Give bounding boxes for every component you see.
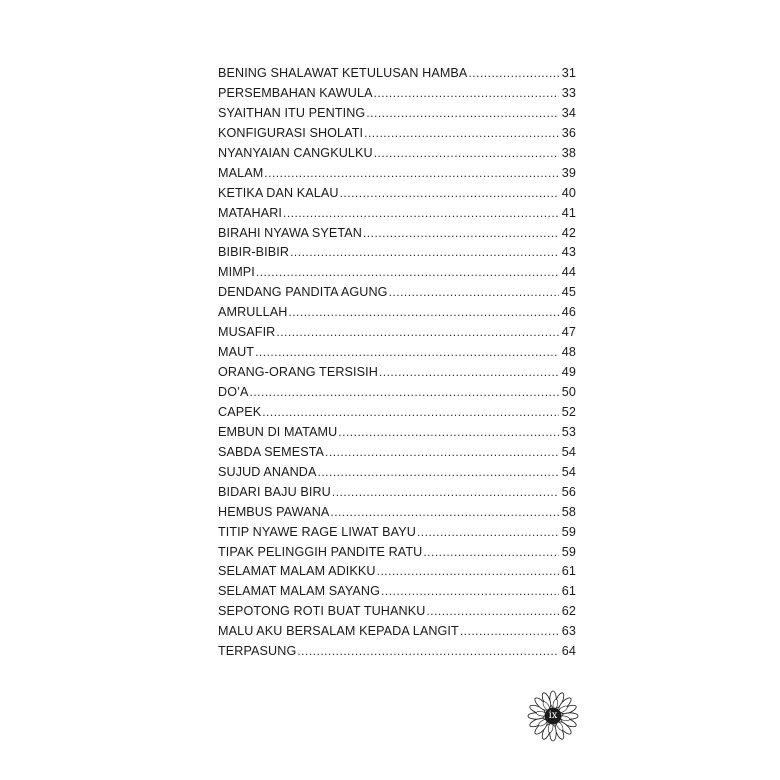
toc-leader-dots — [389, 285, 559, 299]
toc-entry-title: MUSAFIR — [218, 325, 276, 340]
toc-entry-page: 53 — [561, 424, 576, 439]
toc-entry — [218, 525, 576, 545]
toc-entry-page: 40 — [561, 185, 576, 200]
toc-entry — [218, 445, 576, 465]
toc-leader-dots — [374, 86, 559, 100]
toc-entry — [218, 604, 576, 624]
toc-entry-title: BIRAHI NYAWA SYETAN — [218, 225, 362, 240]
toc-entry-page: 62 — [561, 604, 576, 619]
toc-entry-page: 61 — [561, 584, 576, 599]
toc-entry-page: 47 — [561, 325, 576, 340]
toc-entry — [218, 146, 576, 166]
toc-entry-page: 59 — [561, 524, 576, 539]
toc-entry-page: 34 — [561, 105, 576, 120]
toc-entry — [218, 325, 576, 345]
toc-leader-dots — [332, 485, 559, 499]
toc-entry-title: SUJUD ANANDA — [218, 464, 317, 479]
toc-entry-page: 39 — [561, 165, 576, 180]
toc-entry-title: HEMBUS PAWANA — [218, 504, 330, 519]
toc-leader-dots — [460, 624, 559, 638]
toc-entry-page: 38 — [561, 145, 576, 160]
toc-entry — [218, 226, 576, 246]
toc-leader-dots — [423, 545, 559, 559]
page-number: ix — [548, 710, 558, 721]
toc-leader-dots — [426, 604, 559, 618]
toc-entry-page: 49 — [561, 365, 576, 380]
toc-entry-page: 54 — [561, 444, 576, 459]
toc-entry-page: 44 — [561, 265, 576, 280]
toc-leader-dots — [264, 166, 559, 180]
toc-entry-title: MALU AKU BERSALAM KEPADA LANGIT — [218, 624, 459, 639]
toc-entry — [218, 126, 576, 146]
toc-entry — [218, 545, 576, 565]
toc-entry-title: SELAMAT MALAM SAYANG — [218, 584, 381, 599]
toc-entry — [218, 345, 576, 365]
toc-entry-title: BIDARI BAJU BIRU — [218, 484, 331, 499]
toc-entry-title: SELAMAT MALAM ADIKKU — [218, 564, 376, 579]
toc-entry-page: 50 — [561, 385, 576, 399]
toc-leader-dots — [255, 345, 559, 359]
toc-entry-page: 31 — [561, 66, 576, 80]
toc-entry — [218, 564, 576, 584]
toc-leader-dots — [325, 445, 559, 459]
toc-leader-dots — [330, 505, 559, 519]
toc-leader-dots — [317, 465, 559, 479]
toc-leader-dots — [276, 325, 559, 339]
toc-entry — [218, 365, 576, 385]
toc-entry-page: 56 — [561, 484, 576, 499]
toc-entry — [218, 245, 576, 265]
toc-entry-title: MAUT — [218, 345, 255, 360]
page-number-badge — [527, 690, 579, 742]
toc-entry-title: NYANYAIAN CANGKULKU — [218, 145, 373, 160]
toc-entry-title: PERSEMBAHAN KAWULA — [218, 85, 373, 100]
toc-entry-title: KETIKA DAN KALAU — [218, 185, 339, 200]
toc-entry-title: BENING SHALAWAT KETULUSAN HAMBA — [218, 66, 468, 80]
toc-entry-title: BIBIR-BIBIR — [218, 245, 290, 260]
toc-entry-title: MALAM — [218, 165, 264, 180]
toc-entry-title: DENDANG PANDITA AGUNG — [218, 285, 388, 300]
toc-leader-dots — [374, 146, 559, 160]
toc-entry-page: 36 — [561, 125, 576, 140]
toc-entry — [218, 305, 576, 325]
toc-leader-dots — [364, 126, 559, 140]
toc-entry — [218, 285, 576, 305]
toc-leader-dots — [290, 245, 559, 259]
toc-entry-title: AMRULLAH — [218, 305, 288, 320]
toc-leader-dots — [283, 206, 559, 220]
table-of-contents — [218, 66, 576, 664]
toc-entry-page: 45 — [561, 285, 576, 300]
toc-leader-dots — [366, 106, 559, 120]
toc-entry-title: ORANG-ORANG TERSISIH — [218, 365, 378, 380]
toc-entry-title: SEPOTONG ROTI BUAT TUHANKU — [218, 604, 426, 619]
toc-entry-page: 52 — [561, 404, 576, 419]
toc-entry-title: SYAITHAN ITU PENTING — [218, 105, 366, 120]
toc-entry-title: TIPAK PELINGGIH PANDITE RATU — [218, 544, 423, 559]
toc-entry — [218, 106, 576, 126]
toc-leader-dots — [297, 644, 559, 658]
toc-entry-title: DO’A — [218, 385, 249, 399]
toc-entry-title: MIMPI — [218, 265, 255, 280]
toc-entry-page: 42 — [561, 225, 576, 240]
toc-entry-title: TERPASUNG — [218, 644, 297, 659]
toc-entry — [218, 265, 576, 285]
toc-leader-dots — [381, 584, 559, 598]
toc-entry — [218, 584, 576, 604]
toc-leader-dots — [468, 66, 559, 80]
toc-leader-dots — [417, 525, 559, 539]
toc-leader-dots — [338, 425, 559, 439]
toc-entry — [218, 644, 576, 664]
toc-leader-dots — [250, 385, 560, 399]
toc-entry-title: KONFIGURASI SHOLATI — [218, 125, 364, 140]
toc-entry-page: 46 — [561, 305, 576, 320]
toc-entry-page: 43 — [561, 245, 576, 260]
toc-entry-page: 58 — [561, 504, 576, 519]
toc-entry-page: 48 — [561, 345, 576, 360]
toc-entry — [218, 405, 576, 425]
toc-entry — [218, 465, 576, 485]
toc-entry-page: 64 — [561, 644, 576, 659]
toc-entry — [218, 86, 576, 106]
toc-entry — [218, 505, 576, 525]
toc-entry-page: 61 — [561, 564, 576, 579]
toc-entry — [218, 624, 576, 644]
toc-entry-page: 41 — [561, 205, 576, 220]
toc-leader-dots — [262, 405, 559, 419]
toc-entry — [218, 186, 576, 206]
toc-entry — [218, 385, 576, 405]
toc-leader-dots — [288, 305, 559, 319]
toc-entry-title: MATAHARI — [218, 205, 283, 220]
toc-leader-dots — [340, 186, 559, 200]
toc-entry — [218, 485, 576, 505]
toc-entry — [218, 66, 576, 86]
toc-entry-page: 63 — [561, 624, 576, 639]
toc-entry-page: 54 — [561, 464, 576, 479]
toc-leader-dots — [379, 365, 559, 379]
toc-leader-dots — [256, 265, 559, 279]
toc-entry — [218, 206, 576, 226]
toc-leader-dots — [363, 226, 559, 240]
toc-entry-page: 33 — [561, 85, 576, 100]
toc-entry-title: CAPEK — [218, 404, 262, 419]
toc-entry-title: SABDA SEMESTA — [218, 444, 325, 459]
toc-entry-title: TITIP NYAWE RAGE LIWAT BAYU — [218, 524, 416, 539]
toc-entry — [218, 425, 576, 445]
toc-entry — [218, 166, 576, 186]
toc-entry-page: 59 — [561, 544, 576, 559]
toc-entry-title: EMBUN DI MATAMU — [218, 424, 338, 439]
toc-leader-dots — [377, 564, 559, 578]
